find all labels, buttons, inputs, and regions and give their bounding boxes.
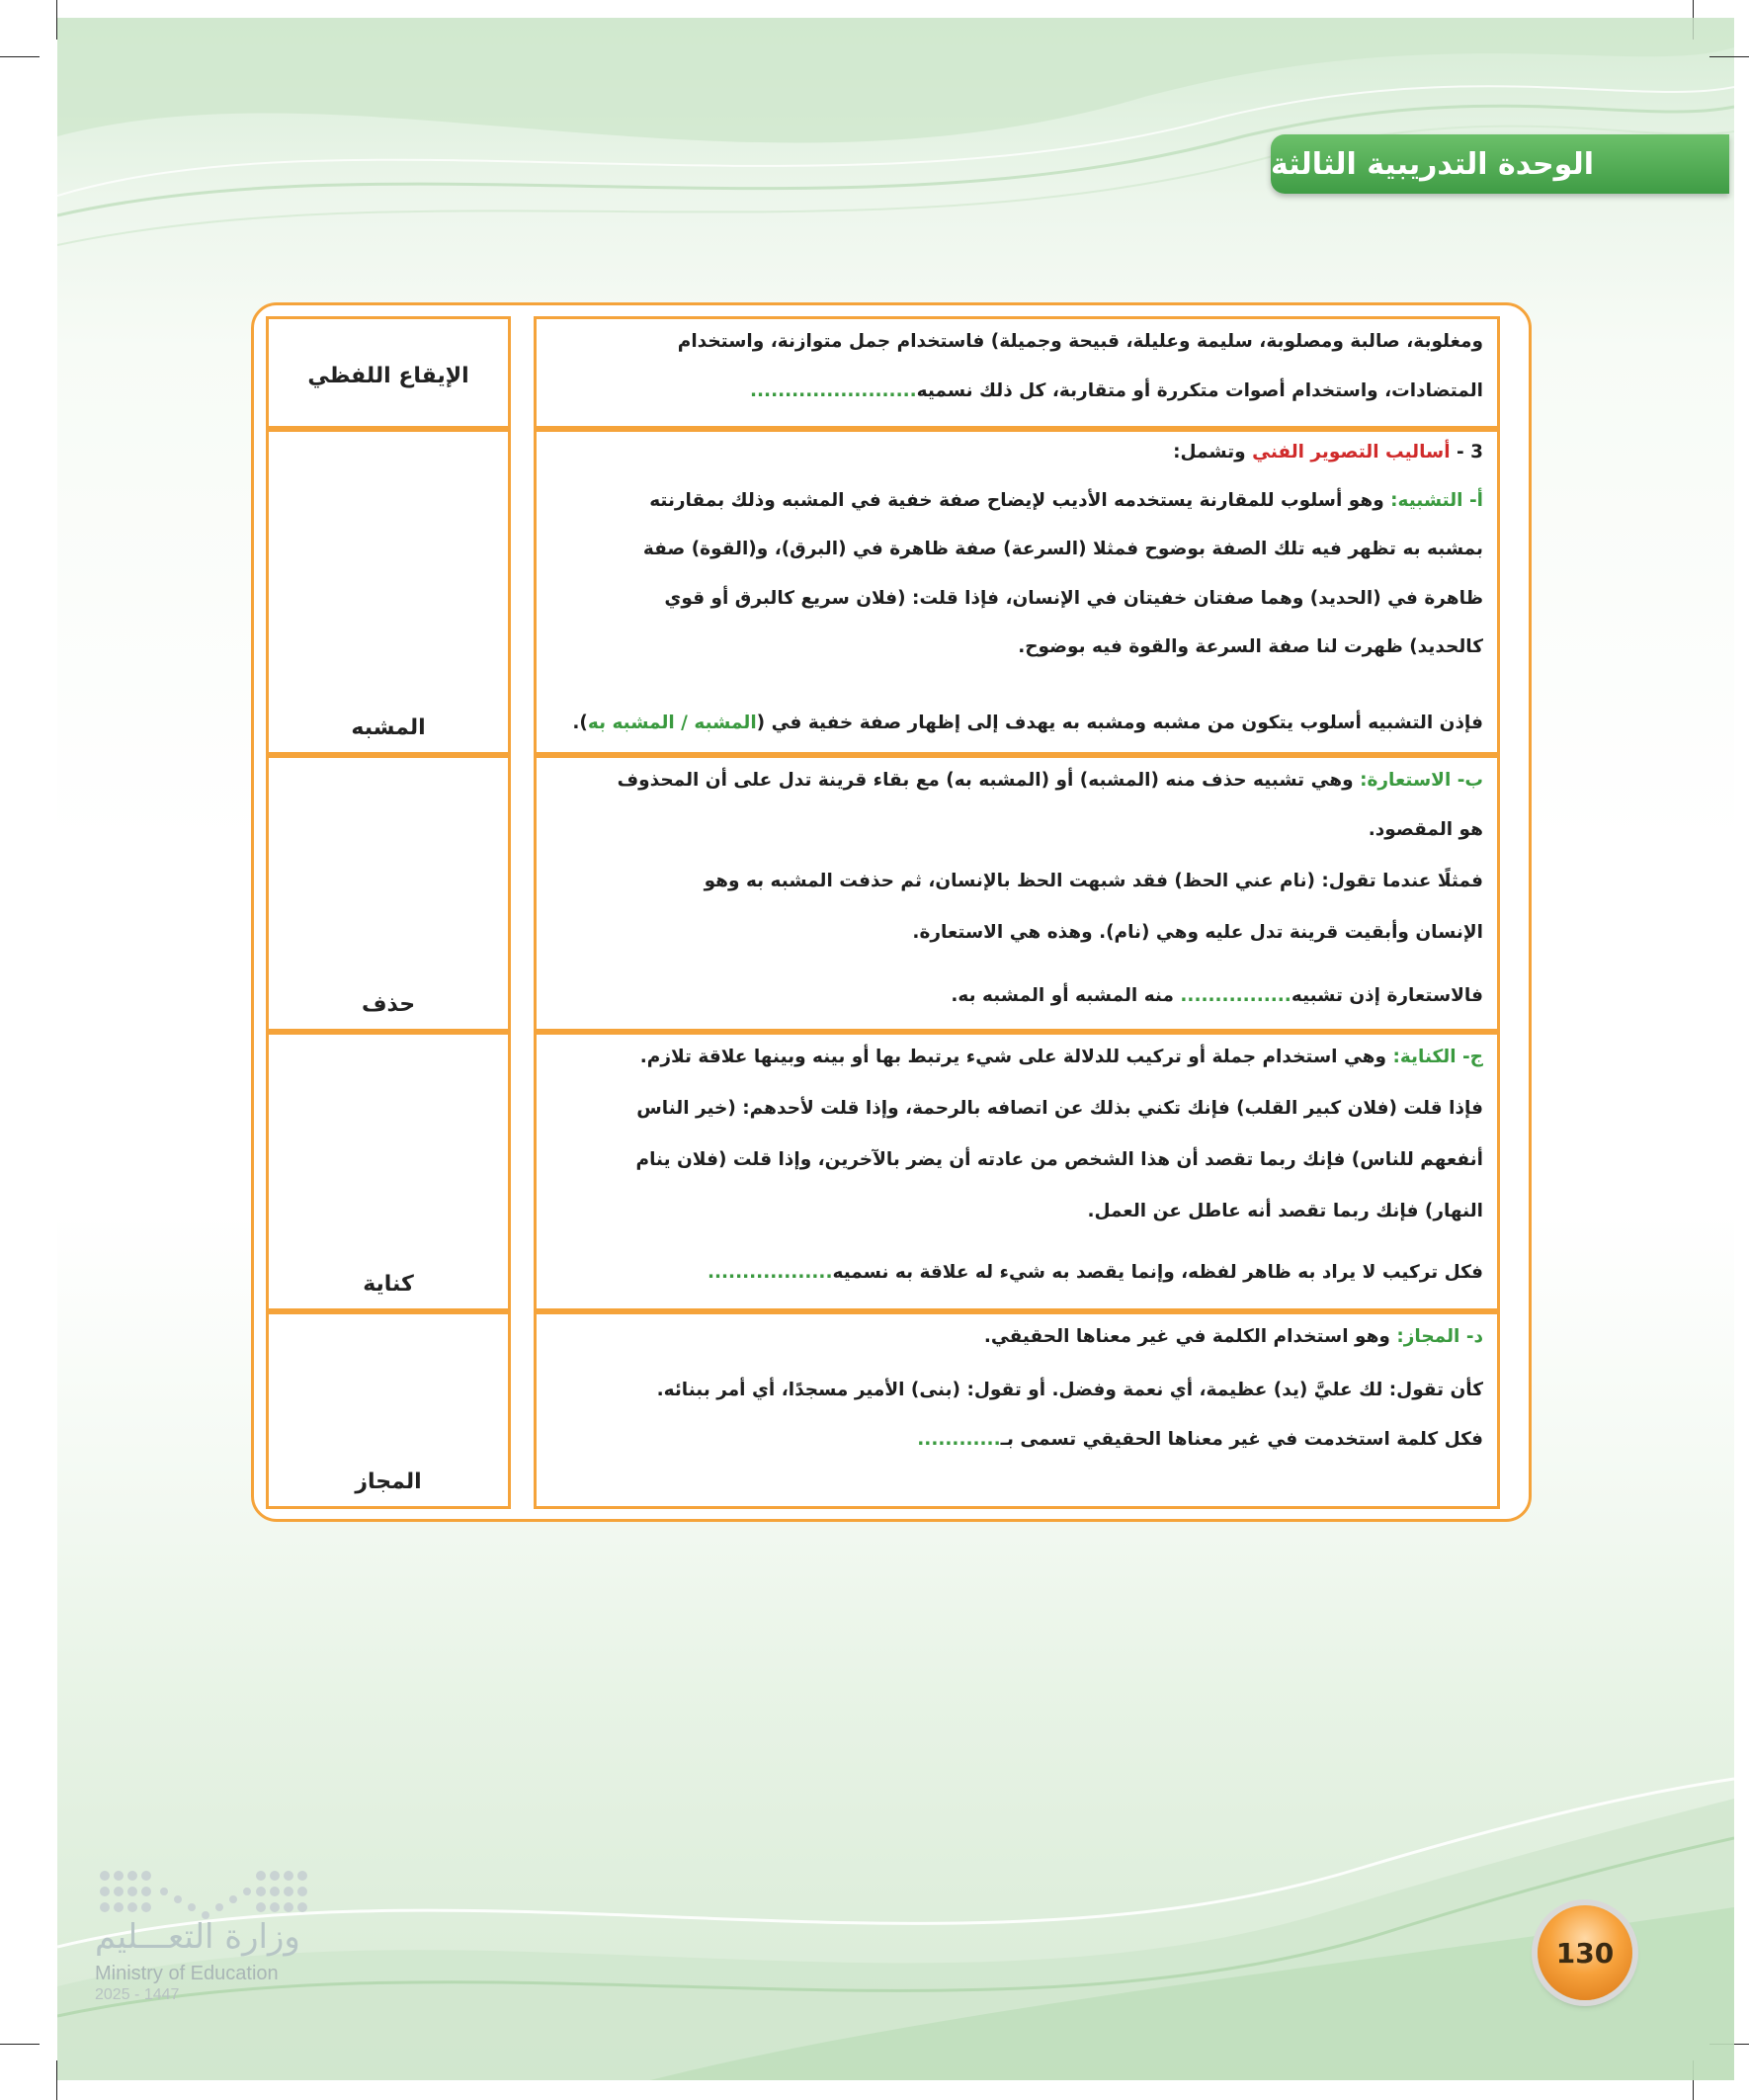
highlighted-text: أساليب التصوير الفني xyxy=(1252,442,1451,462)
highlighted-text: أ- التشبيه: xyxy=(1390,490,1483,511)
text-segment: أنفعهم للناس) فإنك ربما تقصد أن هذا الشخص من عادته أن يضر بالآخرين، وإذا قلت (فلان ينام xyxy=(635,1149,1483,1170)
text-line xyxy=(550,1324,1483,1350)
text-line xyxy=(550,1045,1483,1070)
text-segment: منه المشبه أو المشبه به. xyxy=(951,985,1181,1006)
text-segment: كالحديد) ظهرت لنا صفة السرعة والقوة فيه بوضوح. xyxy=(1018,636,1483,657)
text-line xyxy=(550,488,1483,514)
text-segment: فالاستعارة إذن تشبيه xyxy=(1291,985,1483,1006)
text-segment: 3 - xyxy=(1450,442,1483,462)
answer-cell xyxy=(266,316,511,429)
explanation-cell xyxy=(534,1311,1500,1509)
highlighted-text: .................. xyxy=(707,1262,833,1283)
explanation-cell xyxy=(534,1032,1500,1311)
answer-cell xyxy=(266,1032,511,1311)
text-segment: كأن تقول: لك عليَّ (يد) عظيمة، أي نعمة وفضل. أو تقول: (بنى) الأمير مسجدًا، أي أمر ببنائه. xyxy=(656,1380,1483,1400)
highlighted-text: ب- الاستعارة: xyxy=(1360,770,1483,791)
text-line xyxy=(550,1427,1483,1453)
ministry-name-arabic: وزارة التعـــليم xyxy=(95,1917,300,1957)
answer-label: حذف xyxy=(361,992,416,1017)
highlighted-text: د- المجاز: xyxy=(1396,1326,1483,1347)
text-line xyxy=(550,711,1483,736)
text-segment: المتضادات، واستخدام أصوات متكررة أو متقاربة، كل ذلك نسميه xyxy=(916,380,1483,401)
answer-cell xyxy=(266,429,511,755)
text-line xyxy=(550,869,1483,894)
answer-cell xyxy=(266,755,511,1032)
answer-cell xyxy=(266,1311,511,1509)
text-segment: وهي تشبيه حذف منه (المشبه) أو (المشبه به) مع بقاء قرينة تدل على أن المحذوف xyxy=(617,770,1361,791)
text-segment: وهي استخدام جملة أو تركيب للدلالة على شيء يرتبط بها أو بينه وبينها علاقة تلازم. xyxy=(639,1047,1393,1067)
text-line xyxy=(550,1147,1483,1173)
text-line xyxy=(550,983,1483,1009)
ministry-name-english: Ministry of Education xyxy=(95,1963,279,1984)
text-line xyxy=(550,329,1483,355)
answer-label: الإيقاع اللفظي xyxy=(307,364,469,388)
text-line xyxy=(550,1096,1483,1122)
highlighted-text: ........................ xyxy=(749,380,917,401)
text-segment: وتشمل: xyxy=(1173,442,1253,462)
crop-mark xyxy=(0,2044,40,2045)
text-line xyxy=(550,1378,1483,1403)
text-segment: الإنسان وأبقيت قرينة تدل عليه وهي (نام). وهذه هي الاستعارة. xyxy=(912,922,1483,943)
text-segment: فمثلًا عندما تقول: (نام عني الحظ) فقد شبهت الحظ بالإنسان، ثم حذفت المشبه به وهو xyxy=(704,871,1483,891)
text-line xyxy=(550,920,1483,946)
text-segment: وهو استخدام الكلمة في غير معناها الحقيقي. xyxy=(983,1326,1397,1347)
text-line xyxy=(550,1260,1483,1286)
unit-title: الوحدة التدريبية الثالثة xyxy=(1271,146,1595,182)
text-line xyxy=(550,1199,1483,1224)
text-segment: بمشبه به تظهر فيه تلك الصفة بوضوح فمثلا (السرعة) صفة ظاهرة في (البرق)، و(القوة) صفة xyxy=(642,539,1483,559)
text-line xyxy=(550,817,1483,843)
text-segment: فإذن التشبيه أسلوب يتكون من مشبه ومشبه به يهدف إلى إظهار صفة خفية في ( xyxy=(756,713,1483,733)
answer-label: المجاز xyxy=(355,1470,422,1494)
answer-label: كناية xyxy=(363,1272,414,1297)
text-line xyxy=(550,378,1483,404)
unit-title-banner xyxy=(1271,134,1729,194)
page-number: 130 xyxy=(1555,1936,1615,1970)
text-segment: هو المقصود. xyxy=(1368,819,1483,840)
text-line xyxy=(550,537,1483,562)
text-segment: فإذا قلت (فلان كبير القلب) فإنك تكني بذلك عن اتصافه بالرحمة، وإذا قلت لأحدهم: (خير الناس xyxy=(636,1098,1483,1119)
text-segment: فكل تركيب لا يراد به ظاهر لفظه، وإنما يقصد به شيء له علاقة به نسميه xyxy=(832,1262,1483,1283)
crop-mark xyxy=(0,56,40,57)
highlighted-text: المشبه / المشبه به xyxy=(587,713,757,733)
highlighted-text: ................ xyxy=(1180,985,1291,1006)
explanation-cell xyxy=(534,316,1500,429)
text-line xyxy=(550,586,1483,612)
text-segment: النهار) فإنك ربما تقصد أنه عاطل عن العمل. xyxy=(1087,1201,1483,1221)
text-segment: ). xyxy=(572,713,588,733)
page-number-badge xyxy=(1538,1905,1632,2000)
text-segment: فكل كلمة استخدمت في غير معناها الحقيقي تسمى بـ xyxy=(1000,1429,1483,1450)
ministry-year: 2025 - 1447 xyxy=(95,1986,180,2003)
text-segment: وهو أسلوب للمقارنة يستخدمه الأديب لإيضاح صفة خفية في المشبه وذلك بمقارنته xyxy=(649,490,1391,511)
answer-label: المشبه xyxy=(351,715,426,740)
text-line xyxy=(550,634,1483,660)
explanation-cell xyxy=(534,755,1500,1032)
text-line xyxy=(550,768,1483,794)
text-segment: ومغلوبة، صالبة ومصلوبة، سليمة وعليلة، قبيحة وجميلة) فاستخدام جمل متوازنة، واستخدام xyxy=(677,331,1483,352)
text-segment: ظاهرة في (الحديد) وهما صفتان خفيتان في الإنسان، فإذا قلت: (فلان سريع كالبرق أو قوي xyxy=(664,588,1483,609)
highlighted-text: ............ xyxy=(917,1429,1001,1450)
highlighted-text: ج- الكناية: xyxy=(1392,1047,1483,1067)
text-line xyxy=(550,440,1483,465)
explanation-cell xyxy=(534,429,1500,755)
